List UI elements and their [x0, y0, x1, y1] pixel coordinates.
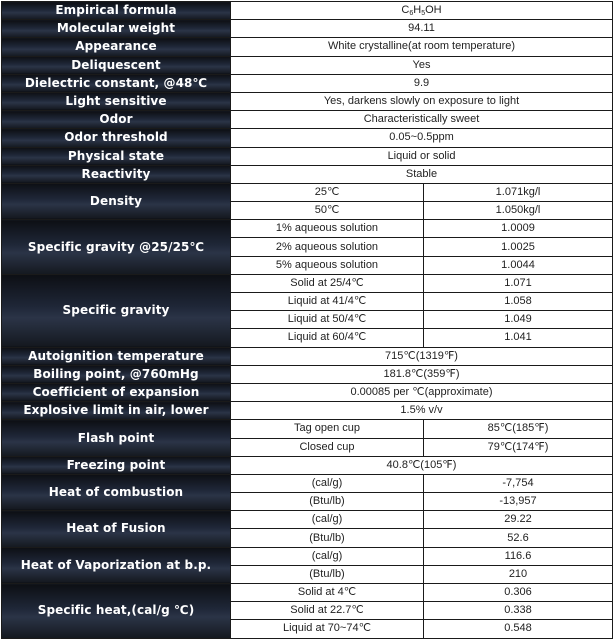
table-row — [2, 474, 613, 492]
table-row — [2, 129, 613, 147]
property-value: White crystalline(at room temperature) — [231, 38, 613, 56]
property-value: 9.9 — [231, 74, 613, 92]
table-row — [2, 274, 613, 292]
value-cell: 1.0009 — [424, 220, 613, 238]
condition-cell: Solid at 25/4℃ — [231, 274, 424, 292]
properties-table — [1, 1, 613, 639]
property-value: Characteristically sweet — [231, 111, 613, 129]
property-value: 0.05~0.5ppm — [231, 129, 613, 147]
condition-cell: 1% aqueous solution — [231, 220, 424, 238]
condition-cell: (Btu/lb) — [231, 529, 424, 547]
property-value: 94.11 — [231, 20, 613, 38]
property-label: Autoignition temperature — [2, 347, 231, 365]
value-cell: 1.049 — [424, 311, 613, 329]
property-label: Heat of combustion — [2, 474, 231, 510]
condition-cell: 50℃ — [231, 202, 424, 220]
value-cell: 1.058 — [424, 293, 613, 311]
table-row — [2, 511, 613, 529]
table-row — [2, 547, 613, 565]
property-label: Freezing point — [2, 456, 231, 474]
condition-cell: Liquid at 50/4℃ — [231, 311, 424, 329]
property-value: Yes — [231, 56, 613, 74]
table-row — [2, 420, 613, 438]
property-label: Explosive limit in air, lower — [2, 402, 231, 420]
property-value: Stable — [231, 165, 613, 183]
value-cell: 1.071kg/l — [424, 183, 613, 201]
table-row — [2, 92, 613, 110]
condition-cell: (Btu/lb) — [231, 565, 424, 583]
table-row — [2, 56, 613, 74]
condition-cell: (Btu/lb) — [231, 493, 424, 511]
property-value: Liquid or solid — [231, 147, 613, 165]
property-label: Dielectric constant, @48℃ — [2, 74, 231, 92]
table-row — [2, 74, 613, 92]
property-value: 1.5% v/v — [231, 402, 613, 420]
table-row — [2, 111, 613, 129]
table-row — [2, 183, 613, 201]
property-label: Flash point — [2, 420, 231, 456]
property-label: Appearance — [2, 38, 231, 56]
property-value: $C_6H_5OH$ — [231, 2, 613, 20]
condition-cell: Liquid at 60/4℃ — [231, 329, 424, 347]
condition-cell: Liquid at 41/4℃ — [231, 293, 424, 311]
property-label: Molecular weight — [2, 20, 231, 38]
table-row — [2, 402, 613, 420]
property-label: Boiling point, @760mHg — [2, 365, 231, 383]
property-label: Physical state — [2, 147, 231, 165]
property-value: Yes, darkens slowly on exposure to light — [231, 92, 613, 110]
value-cell: 116.6 — [424, 547, 613, 565]
table-row — [2, 165, 613, 183]
property-value: 715℃(1319℉) — [231, 347, 613, 365]
property-value: 0.00085 per ℃(approximate) — [231, 383, 613, 401]
property-label: Light sensitive — [2, 92, 231, 110]
value-cell: 210 — [424, 565, 613, 583]
value-cell: 85℃(185℉) — [424, 420, 613, 438]
property-value: 181.8℃(359℉) — [231, 365, 613, 383]
value-cell: 1.050kg/l — [424, 202, 613, 220]
property-label: Density — [2, 183, 231, 219]
table-row — [2, 383, 613, 401]
condition-cell: Solid at 22.7℃ — [231, 602, 424, 620]
value-cell: 1.0025 — [424, 238, 613, 256]
value-cell: 79℃(174℉) — [424, 438, 613, 456]
table-row — [2, 456, 613, 474]
property-label: Specific gravity — [2, 274, 231, 347]
property-label: Coefficient of expansion — [2, 383, 231, 401]
table-row — [2, 2, 613, 20]
property-label: Empirical formula — [2, 2, 231, 20]
property-label: Specific gravity @25/25℃ — [2, 220, 231, 275]
value-cell: 1.041 — [424, 329, 613, 347]
condition-cell: 2% aqueous solution — [231, 238, 424, 256]
value-cell: 1.0044 — [424, 256, 613, 274]
value-cell: 0.306 — [424, 584, 613, 602]
value-cell: 29.22 — [424, 511, 613, 529]
condition-cell: (cal/g) — [231, 474, 424, 492]
table-row — [2, 584, 613, 602]
condition-cell: (cal/g) — [231, 511, 424, 529]
value-cell: -7,754 — [424, 474, 613, 492]
value-cell: -13,957 — [424, 493, 613, 511]
property-label: Heat of Fusion — [2, 511, 231, 547]
condition-cell: 5% aqueous solution — [231, 256, 424, 274]
value-cell: 52.6 — [424, 529, 613, 547]
property-value: 40.8℃(105℉) — [231, 456, 613, 474]
property-label: Deliquescent — [2, 56, 231, 74]
table-row — [2, 20, 613, 38]
property-label: Specific heat,(cal/g ℃) — [2, 584, 231, 639]
property-label: Reactivity — [2, 165, 231, 183]
condition-cell: Closed cup — [231, 438, 424, 456]
table-row — [2, 147, 613, 165]
table-row — [2, 365, 613, 383]
condition-cell: Tag open cup — [231, 420, 424, 438]
property-label: Odor — [2, 111, 231, 129]
condition-cell: Liquid at 70~74℃ — [231, 620, 424, 638]
value-cell: 0.548 — [424, 620, 613, 638]
value-cell: 0.338 — [424, 602, 613, 620]
property-label: Heat of Vaporization at b.p. — [2, 547, 231, 583]
table-row — [2, 347, 613, 365]
property-label: Odor threshold — [2, 129, 231, 147]
table-row — [2, 38, 613, 56]
table-row — [2, 220, 613, 238]
value-cell: 1.071 — [424, 274, 613, 292]
condition-cell: (cal/g) — [231, 547, 424, 565]
condition-cell: Solid at 4℃ — [231, 584, 424, 602]
condition-cell: 25℃ — [231, 183, 424, 201]
